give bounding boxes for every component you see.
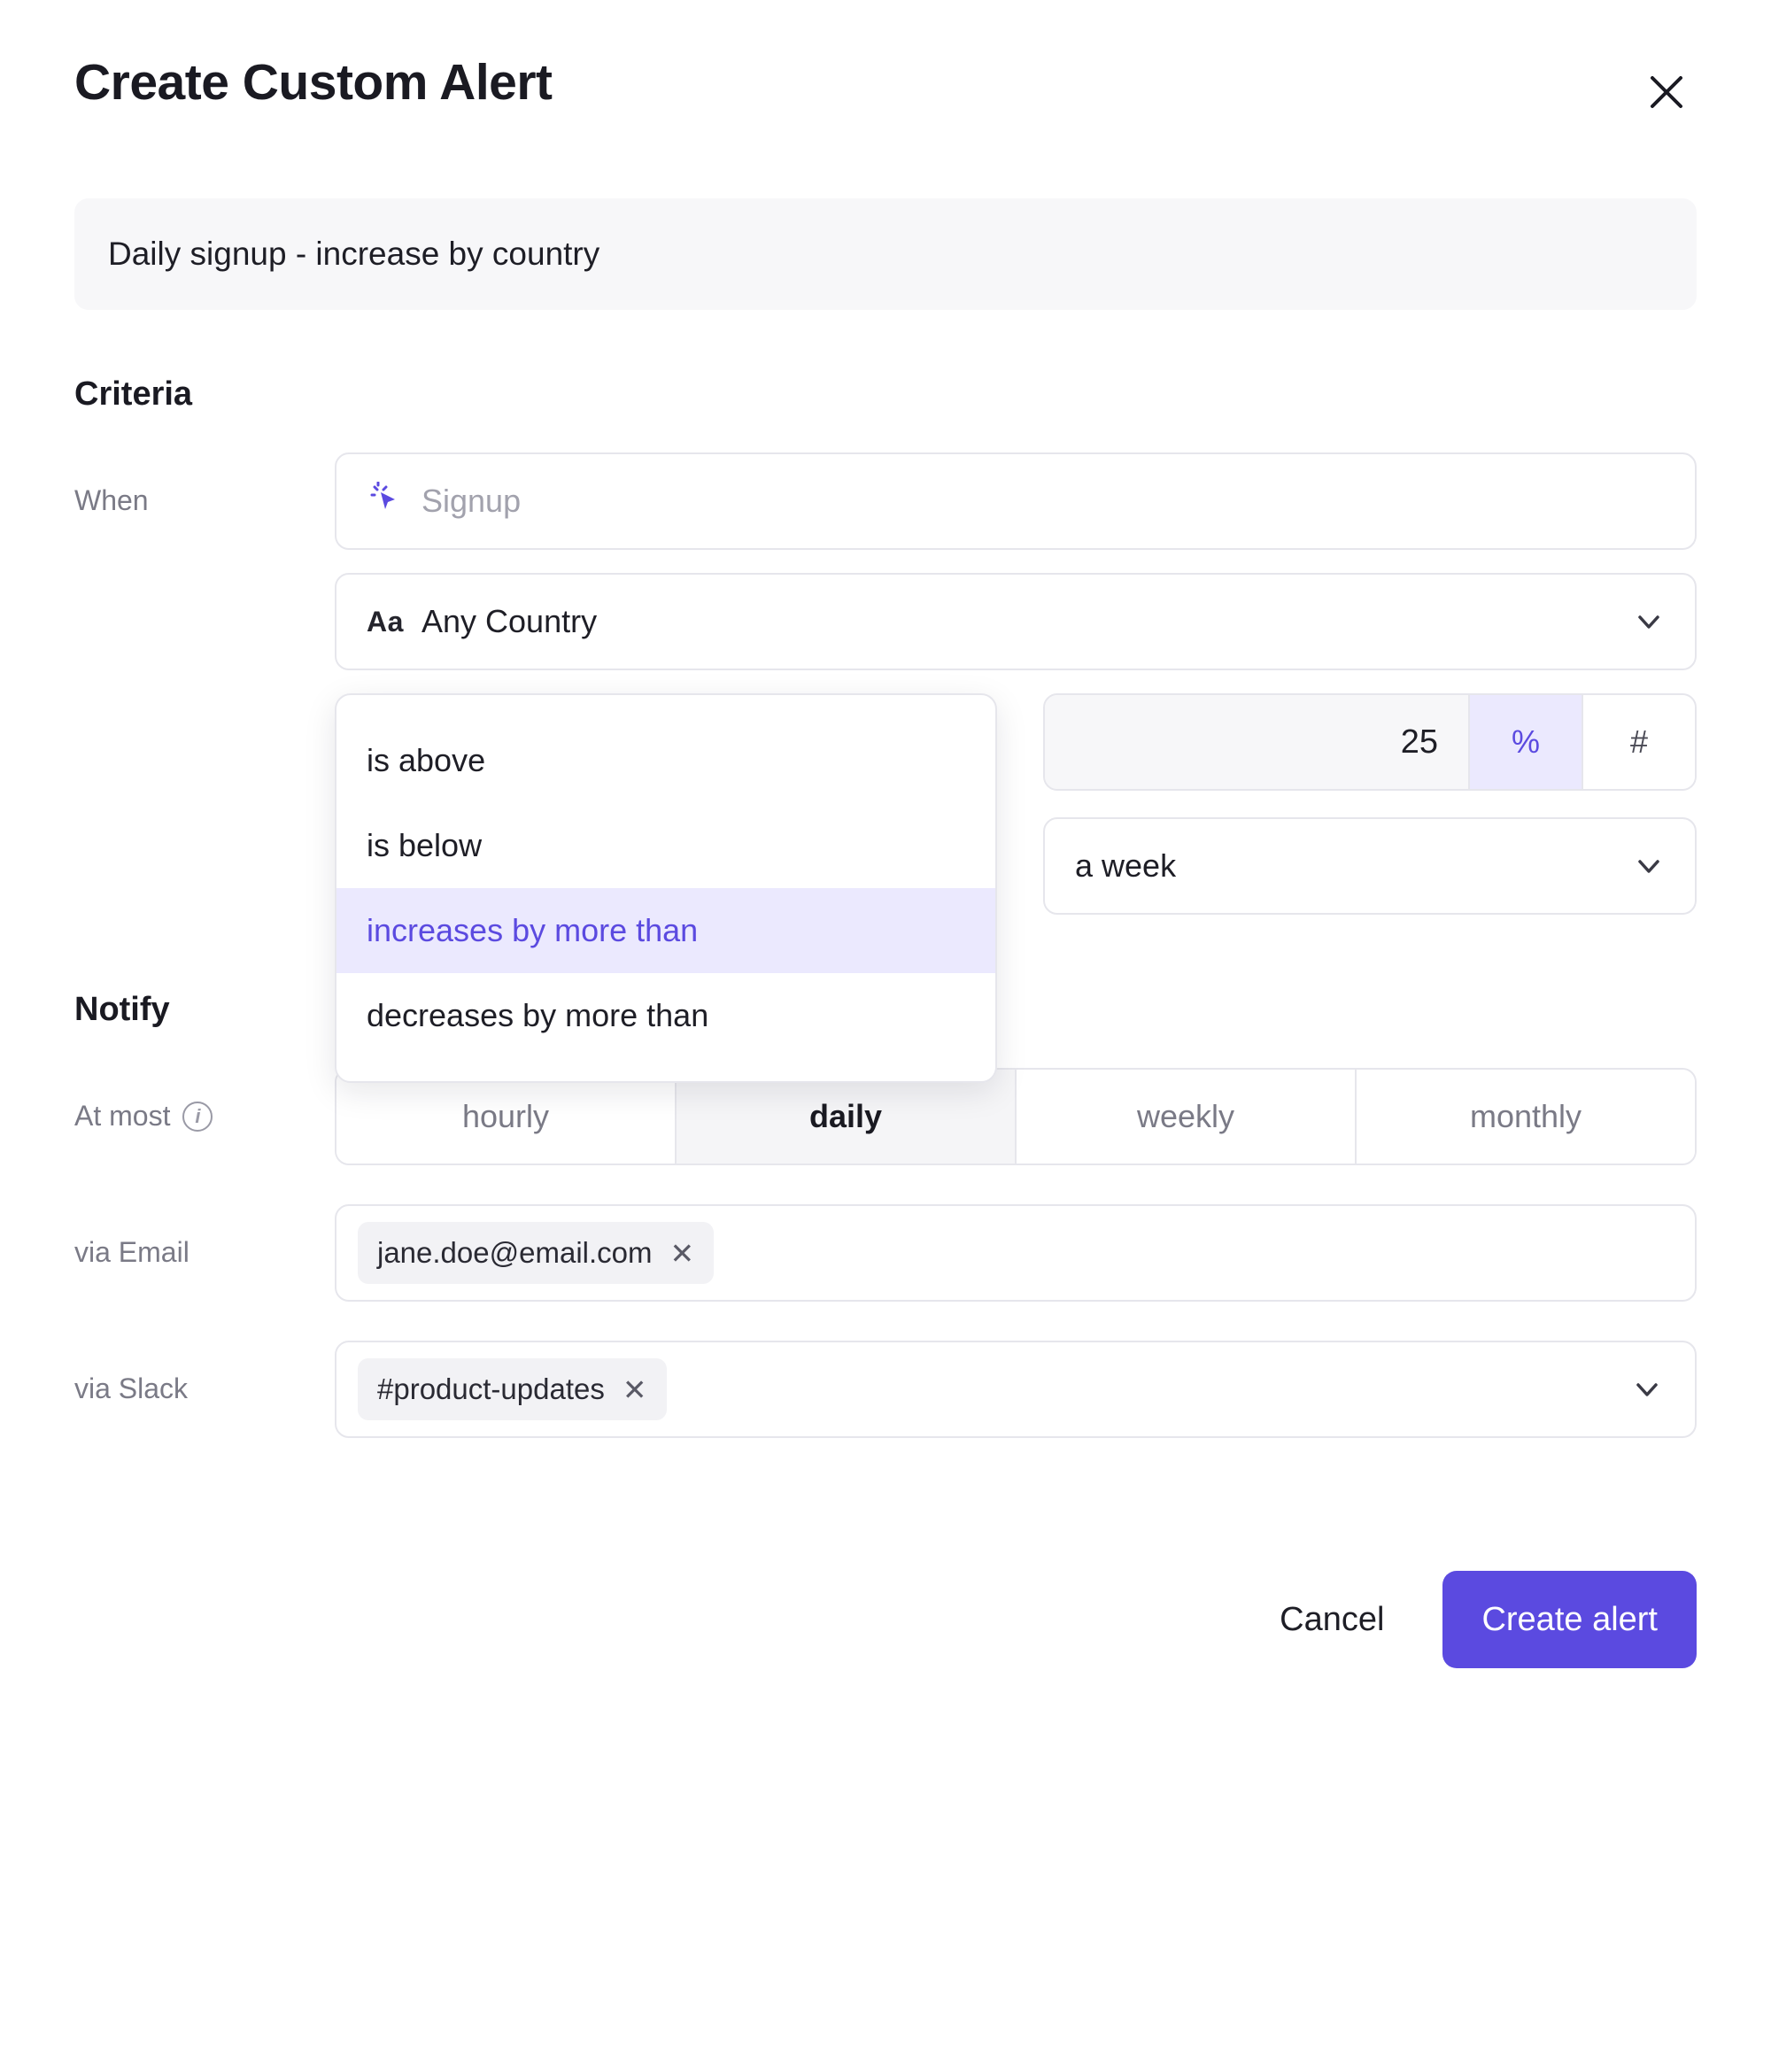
threshold-control — [1043, 693, 1697, 791]
notify-email-row — [74, 1204, 1697, 1302]
chevron-down-icon[interactable] — [1633, 606, 1665, 638]
via-slack-label — [74, 1341, 335, 1405]
dropdown-item-is-below[interactable]: is below — [367, 827, 483, 863]
frequency-weekly[interactable]: weekly — [1017, 1070, 1357, 1164]
cursor-click-icon — [367, 482, 421, 521]
page-title: Create Custom Alert — [74, 54, 553, 111]
close-icon[interactable]: ✕ — [669, 1236, 695, 1270]
text-aa-icon: Aa — [367, 605, 404, 638]
chevron-down-icon[interactable] — [1631, 1373, 1674, 1405]
close-icon[interactable]: ✕ — [622, 1372, 647, 1406]
threshold-input[interactable] — [1045, 695, 1468, 789]
notify-heading: Notify — [74, 991, 170, 1028]
notify-slack-row — [74, 1341, 1697, 1438]
threshold-area — [1043, 693, 1697, 915]
period-select[interactable] — [1043, 817, 1697, 915]
threshold-value: 25 — [1400, 723, 1438, 761]
criteria-heading: Criteria — [74, 375, 193, 413]
frequency-monthly[interactable]: monthly — [1357, 1070, 1695, 1164]
chevron-down-icon[interactable] — [1633, 850, 1665, 882]
email-recipients-field[interactable] — [335, 1204, 1697, 1302]
modal-header — [74, 0, 1697, 117]
at-most-label — [74, 1068, 335, 1133]
frequency-hourly[interactable]: hourly — [336, 1070, 677, 1164]
criteria-fields — [335, 452, 1697, 1033]
period-value: a week — [1075, 847, 1177, 884]
close-icon[interactable] — [1642, 67, 1691, 117]
via-email-label-text: via Email — [74, 1236, 189, 1268]
dimension-select[interactable] — [335, 573, 1697, 670]
slack-chip[interactable] — [358, 1358, 667, 1420]
info-icon[interactable]: i — [182, 1102, 213, 1132]
when-label — [74, 452, 335, 517]
frequency-daily[interactable]: daily — [677, 1070, 1017, 1164]
unit-percent-button[interactable]: % — [1468, 695, 1582, 789]
criteria-split — [335, 693, 1697, 1033]
email-chip[interactable] — [358, 1222, 714, 1284]
dropdown-item-increases-by-more-than[interactable]: increases by more than — [336, 888, 995, 973]
dropdown-item-is-above[interactable]: is above — [367, 742, 486, 778]
create-alert-button[interactable]: Create alert — [1442, 1571, 1697, 1668]
comparator-dropdown[interactable] — [335, 693, 997, 1083]
cancel-button[interactable]: Cancel — [1262, 1580, 1402, 1660]
alert-name-value: Daily signup - increase by country — [108, 236, 600, 272]
via-slack-label-text: via Slack — [74, 1372, 189, 1404]
event-placeholder: Signup — [421, 483, 522, 519]
slack-chip-label: #product-updates — [377, 1372, 605, 1405]
dimension-value: Any Country — [421, 603, 598, 639]
alert-name-input[interactable] — [74, 198, 1697, 310]
modal-footer — [74, 1571, 1697, 1668]
unit-count-button[interactable]: # — [1582, 695, 1695, 789]
when-label-text: When — [74, 484, 149, 516]
at-most-label-text: At most — [74, 1100, 171, 1132]
slack-channels-field[interactable] — [335, 1341, 1697, 1438]
comparator-area — [335, 693, 997, 1033]
via-email-label — [74, 1204, 335, 1269]
event-select[interactable] — [335, 452, 1697, 550]
email-chip-label: jane.doe@email.com — [377, 1236, 653, 1269]
dropdown-item-decreases-by-more-than[interactable]: decreases by more than — [367, 997, 709, 1033]
